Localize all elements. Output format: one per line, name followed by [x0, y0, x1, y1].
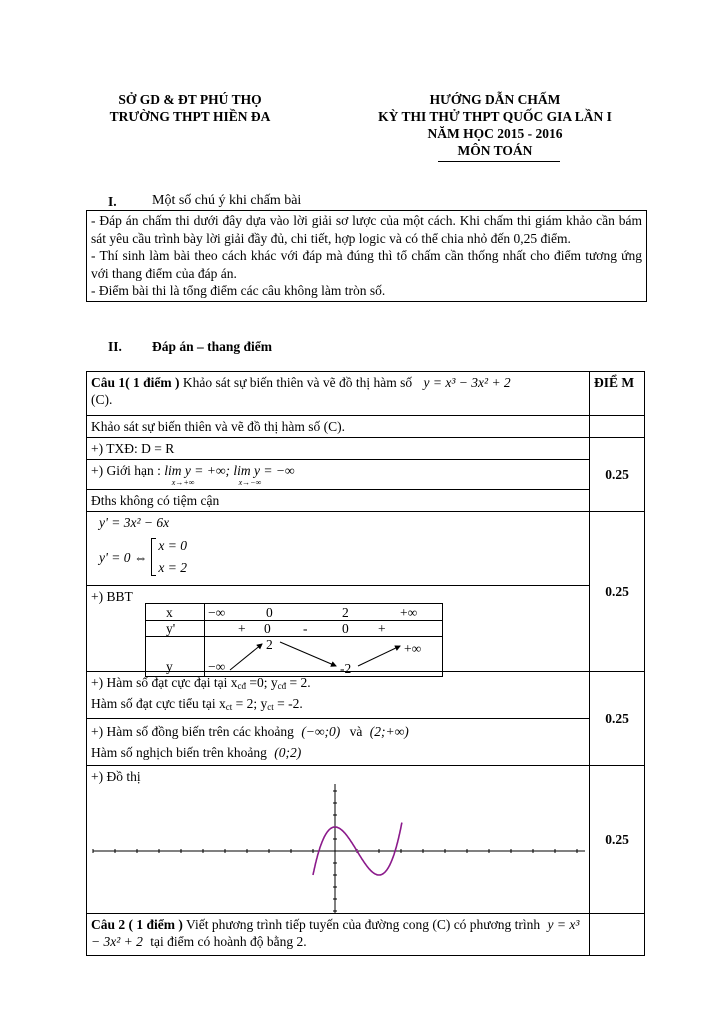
increase-int1: (−∞;0)	[301, 724, 341, 739]
q2-score-cell	[590, 914, 645, 956]
q2-label: Câu 2 ( 1 điểm )	[91, 917, 183, 932]
limit1-sub: x→+∞	[171, 478, 195, 487]
q1-suffix: (C).	[91, 392, 113, 407]
q1-txd: +) TXĐ: D = R	[87, 438, 590, 460]
score-3: 0.25	[590, 672, 645, 766]
bbt-x-0: x	[166, 605, 173, 620]
section2-title: Đáp án – thang điểm	[152, 339, 273, 354]
note-1: - Đáp án chấm thi dưới đây dựa vào lời giải sơ lược của một cách. Khi chấm thi giám khảo cần bám sát yêu cầu trình bày lời giải đầy đủ, chi tiết, hợp logic và có thể chia nhỏ đến 0,25 điểm.	[91, 213, 642, 246]
q1-derivative-block	[87, 512, 590, 586]
header-right	[350, 91, 640, 159]
bracket	[151, 538, 156, 576]
section2-num: II.	[108, 339, 122, 354]
extrema-max: +) Hàm số đạt cực đại tại $x_{cđ} =0$; $y_{cđ} = 2$.	[91, 675, 311, 691]
q1-func: y = x³ − 3x² + 2	[423, 375, 511, 390]
q1-label: Câu 1( 1 điểm )	[91, 375, 180, 390]
q1-intro: Khảo sát sự biến thiên và vẽ đồ thị hàm số (C).	[87, 416, 590, 438]
score-2: 0.25	[590, 512, 645, 672]
school-name: TRƯỜNG THPT HIỀN ĐA	[109, 109, 271, 124]
bbt-yp-2: 0	[264, 621, 271, 636]
bbt-y-4: +∞	[404, 641, 422, 656]
school-year: NĂM HỌC 2015 - 2016	[427, 126, 563, 141]
dept-name: SỞ GD & ĐT PHÚ THỌ	[118, 92, 262, 107]
limit2-sub: x→−∞	[238, 478, 262, 487]
score-4: 0.25	[590, 766, 645, 914]
q2-suffix: tại điểm có hoành độ bằng 2.	[150, 934, 307, 949]
doc-title: HƯỚNG DẪN CHẤM	[429, 92, 561, 107]
limit1: lim y = +∞;	[164, 463, 230, 478]
q1-asymptote: Đths không có tiệm cận	[87, 490, 590, 512]
extrema-min: Hàm số đạt cực tiểu tại $x_{ct} = 2$; $y_{ct} = -2$.	[91, 696, 303, 712]
deriv-zero: y' = 0 ⇔	[99, 549, 148, 565]
bbt-yp-1: +	[238, 621, 246, 636]
bbt-y-0: y	[166, 659, 173, 674]
section1-num: I.	[108, 194, 117, 209]
q2-prompt	[87, 914, 590, 956]
bbt-x-3: 2	[342, 605, 349, 620]
bbt-yp-5: +	[378, 621, 386, 636]
root1: x = 0	[158, 538, 187, 553]
q1-extrema	[87, 672, 590, 719]
bbt-x-2: 0	[266, 605, 273, 620]
root2: x = 2	[158, 560, 187, 575]
q1-monotonic	[87, 719, 590, 766]
limit-prefix: +) Giới hạn :	[91, 463, 161, 478]
decrease-int: (0;2)	[274, 745, 302, 760]
decrease-text: Hàm số nghịch biến trên khoảng	[91, 745, 267, 760]
subject: MÔN TOÁN	[457, 143, 533, 158]
curve-path	[313, 823, 402, 875]
q1-graph-block	[87, 766, 590, 914]
increase-and: và	[349, 724, 363, 739]
bbt-yp-4: 0	[342, 621, 349, 636]
bbt-yp-3: -	[303, 621, 308, 636]
q1-limit	[87, 460, 590, 490]
empty-score-cell	[590, 416, 645, 438]
bbt-label: +) BBT	[91, 589, 133, 604]
bbt-x-1: −∞	[208, 605, 226, 620]
q1-bbt-block	[87, 586, 590, 676]
section1-title: Một số chú ý khi chấm bài	[152, 193, 302, 208]
bbt-y-1: −∞	[208, 659, 226, 674]
note-3: - Điểm bài thi là tổng điểm các câu không làm tròn số.	[91, 283, 386, 299]
limit2: lim y = −∞	[233, 463, 295, 478]
increase-int2: (2;+∞)	[369, 724, 409, 739]
bbt-table	[145, 603, 443, 677]
bbt-x-4: +∞	[400, 605, 418, 620]
graph-label: +) Đồ thị	[91, 769, 141, 784]
exam-name: KỲ THI THỬ THPT QUỐC GIA LẦN I	[378, 109, 612, 124]
header-left	[90, 91, 290, 125]
notes-box	[86, 210, 647, 302]
bbt-y-3: -2	[340, 661, 352, 676]
score-header: ĐIỂ M	[590, 372, 645, 416]
answer-table	[86, 371, 645, 956]
bbt-arrows	[146, 636, 442, 676]
bbt-yp-0: y'	[166, 621, 176, 636]
increase-text: +) Hàm số đồng biến trên các khoảng	[91, 724, 294, 739]
q2-text: Viết phương trình tiếp tuyến của đường cong (C) có phương trình	[186, 917, 541, 932]
score-1: 0.25	[590, 438, 645, 512]
header-underline	[438, 161, 560, 162]
q2-func: y = x³ − 3x² + 2	[91, 917, 580, 949]
derivative: y' = 3x² − 6x	[99, 515, 170, 530]
function-graph	[87, 766, 592, 914]
q1-text: Khảo sát sự biến thiên và vẽ đồ thị hàm số	[182, 375, 413, 390]
q1-prompt	[87, 372, 590, 416]
note-2: - Thí sinh làm bài theo cách khác với đáp mà đúng thì tổ chấm cần thống nhất cho điểm tương ứng với thang điểm của đáp án.	[91, 248, 642, 281]
bbt-y-2: 2	[266, 637, 273, 652]
